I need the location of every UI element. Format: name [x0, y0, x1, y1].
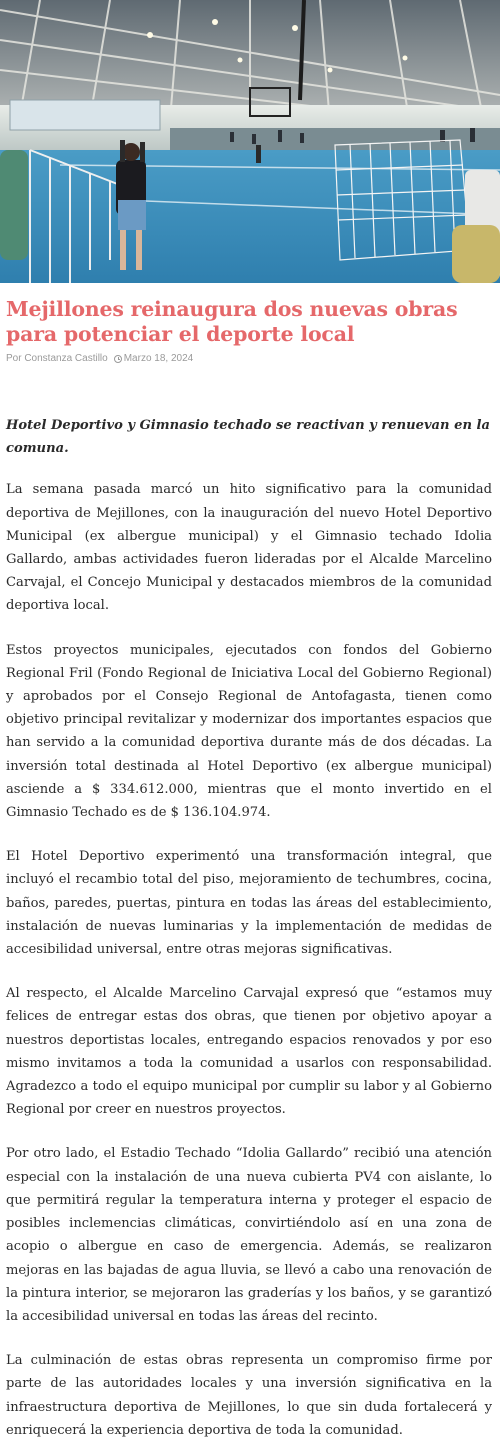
article-body: [6, 414, 492, 1442]
hero-photo-gymnasium: [0, 0, 500, 283]
article-meta: [6, 353, 494, 364]
article-author[interactable]: Por Constanza Castillo: [6, 353, 108, 364]
gymnasium-illustration: [0, 0, 500, 283]
article-paragraph-5: Por otro lado, el Estadio Techado “Idolia Gallardo” recibió una atención especial con la instalación de una nueva cubierta PV4 con aislante, lo que permitirá regular la temperatura interna y proteger el espacio de posibles inclemencias climáticas, convirtiéndolo así en una zona de acopio o albergue en caso de emergencia. Además, se realizaron mejoras en las bajadas de agua lluvia, se llevó a cabo una renovación de la pintura interior, se mejoraron las graderías y los baños, y se garantizó la accesibilidad universal en todas las áreas del recinto.: [6, 1146, 492, 1324]
article-date: Marzo 18, 2024: [123, 353, 194, 364]
article-paragraph-1: La semana pasada marcó un hito significativo para la comunidad deportiva de Mejillones, con la inauguración del nuevo Hotel Deportivo Municipal (ex albergue municipal) y el Gimnasio techado Idolia Gallardo, ambas actividades fueron lideradas por el Alcalde Marcelino Carvajal, el Concejo Municipal y destacados miembros de la comunidad deportiva local.: [6, 482, 492, 614]
article-date-wrap: [114, 353, 194, 364]
article-paragraph-2: Estos proyectos municipales, ejecutados con fondos del Gobierno Regional Fril (Fondo Regional de Iniciativa Local del Gobierno Regional) y aprobados por el Consejo Regional de Antofagasta, tienen como objetivo principal revitalizar y modernizar dos importantes espacios que han servido a la comunidad deportiva durante más de dos décadas. La inversión total destinada al Hotel Deportivo (ex albergue municipal) asciende a $ 334.612.000, mientras que el monto invertido en el Gimnasio Techado es de $ 136.104.974.: [6, 642, 492, 821]
clock-icon: [114, 355, 122, 363]
article-title: Mejillones reinaugura dos nuevas obras para potenciar el deporte local: [6, 297, 458, 346]
article-paragraph-4: Al respecto, el Alcalde Marcelino Carvajal expresó que “estamos muy felices de entregar estas dos obras, que tienen por objetivo apoyar a nuestros deportistas locales, entregando espacios renovados y por eso mismo invitamos a toda la comunidad a usarlos con responsabilidad. Agradezco a todo el equipo municipal por cumplir su labor y al Gobierno Regional por creer en nuestros proyectos.: [6, 986, 492, 1118]
article-lead: Hotel Deportivo y Gimnasio techado se reactivan y renuevan en la comuna.: [6, 418, 490, 457]
article-paragraph-6: La culminación de estas obras representa un compromiso firme por parte de las autoridades locales y una inversión significativa en la infraestructura deportiva de Mejillones, lo que sin duda fortalecerá y enriquecerá la experiencia deportiva de toda la comunidad.: [6, 1353, 492, 1438]
article-paragraph-3: El Hotel Deportivo experimentó una transformación integral, que incluyó el recambio total del piso, mejoramiento de techumbres, cocina, baños, paredes, puertas, pintura en todas las áreas del establecimiento, instalación de nuevas luminarias y la implementación de medidas de accesibilidad universal, entre otras mejoras significativas.: [6, 849, 492, 958]
